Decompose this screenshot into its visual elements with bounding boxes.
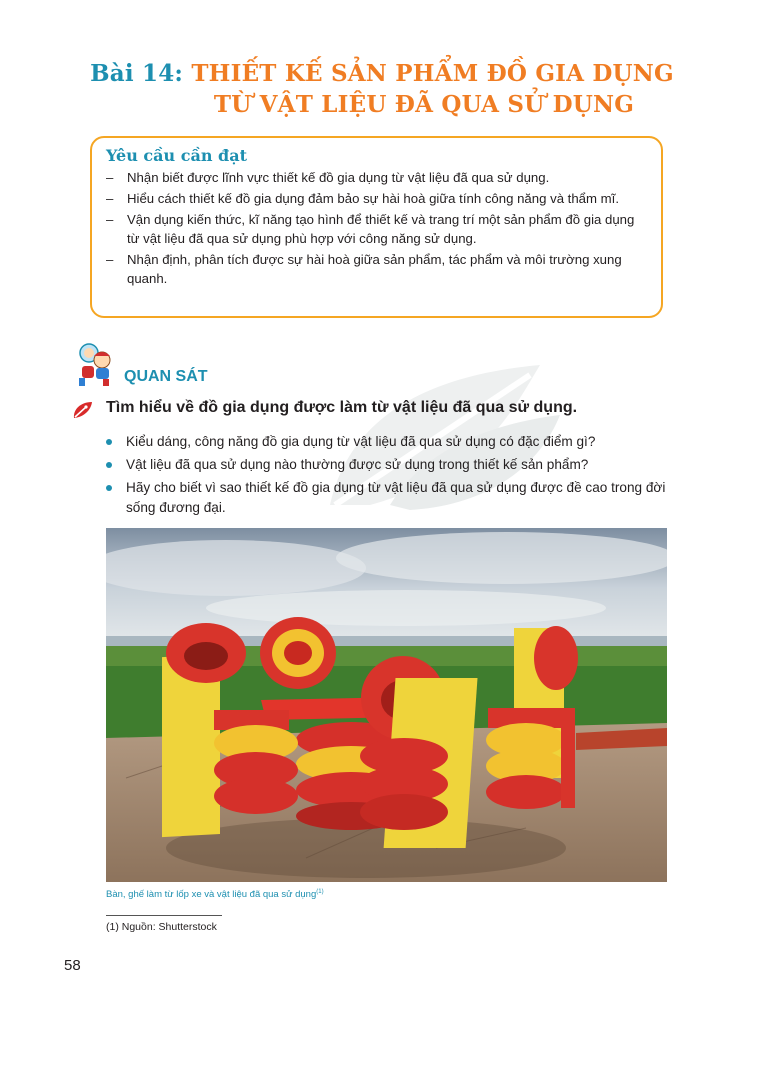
lesson-title-line2: [0, 89, 764, 120]
pen-nib-icon: [72, 400, 94, 420]
lesson-title-text-1: THIẾT KẾ SẢN PHẨM ĐỒ GIA DỤNG: [191, 60, 674, 87]
lesson-title-line1: [0, 58, 764, 89]
requirements-box: [90, 136, 663, 318]
footnote: (1) Nguồn: Shutterstock: [106, 921, 217, 933]
lesson-title: [0, 58, 764, 120]
lesson-title-text-2: TỪ VẬT LIỆU ĐÃ QUA SỬ DỤNG: [213, 91, 635, 118]
requirements-list: [106, 168, 643, 288]
observe-task: [72, 398, 692, 422]
mascot-kids-icon: [72, 340, 120, 388]
observe-header: [72, 340, 372, 388]
footnote-divider: [106, 915, 222, 916]
observe-label: QUAN SÁT: [124, 368, 208, 385]
question-list: [106, 432, 676, 521]
question-item: Hãy cho biết vì sao thiết kế đồ gia dụng từ vật liệu đã qua sử dụng được đề cao trong đời sống đương đại.: [106, 478, 676, 518]
observe-task-text: Tìm hiểu về đồ gia dụng được làm từ vật liệu đã qua sử dụng.: [106, 399, 578, 416]
requirement-item: – Vận dụng kiến thức, kĩ năng tạo hình để thiết kế và trang trí một sản phẩm đồ gia dụng từ vật liệu đã qua sử dụng phù hợp với công năng sử dụng.: [106, 210, 643, 248]
figure-caption-text: Bàn, ghế làm từ lốp xe và vật liệu đã qua sử dụng: [106, 889, 317, 901]
figure-caption: [106, 889, 324, 900]
question-item: Vật liệu đã qua sử dụng nào thường được sử dụng trong thiết kế sản phẩm?: [106, 455, 676, 475]
requirements-heading: Yêu cầu cần đạt: [106, 146, 247, 165]
figure-caption-ref: (1): [316, 889, 324, 895]
requirement-item: – Hiểu cách thiết kế đồ gia dụng đảm bảo sự hài hoà giữa tính công năng và thẩm mĩ.: [106, 189, 643, 208]
page-number: 58: [64, 957, 81, 974]
tire-furniture-photo: [106, 528, 667, 882]
question-item: Kiểu dáng, công năng đồ gia dụng từ vật liệu đã qua sử dụng có đặc điểm gì?: [106, 432, 676, 452]
requirement-item: – Nhận biết được lĩnh vực thiết kế đồ gia dụng từ vật liệu đã qua sử dụng.: [106, 168, 643, 187]
lesson-number: Bài 14:: [90, 60, 184, 87]
requirement-item: – Nhận định, phân tích được sự hài hoà giữa sản phẩm, tác phẩm và môi trường xung quanh.: [106, 250, 643, 288]
